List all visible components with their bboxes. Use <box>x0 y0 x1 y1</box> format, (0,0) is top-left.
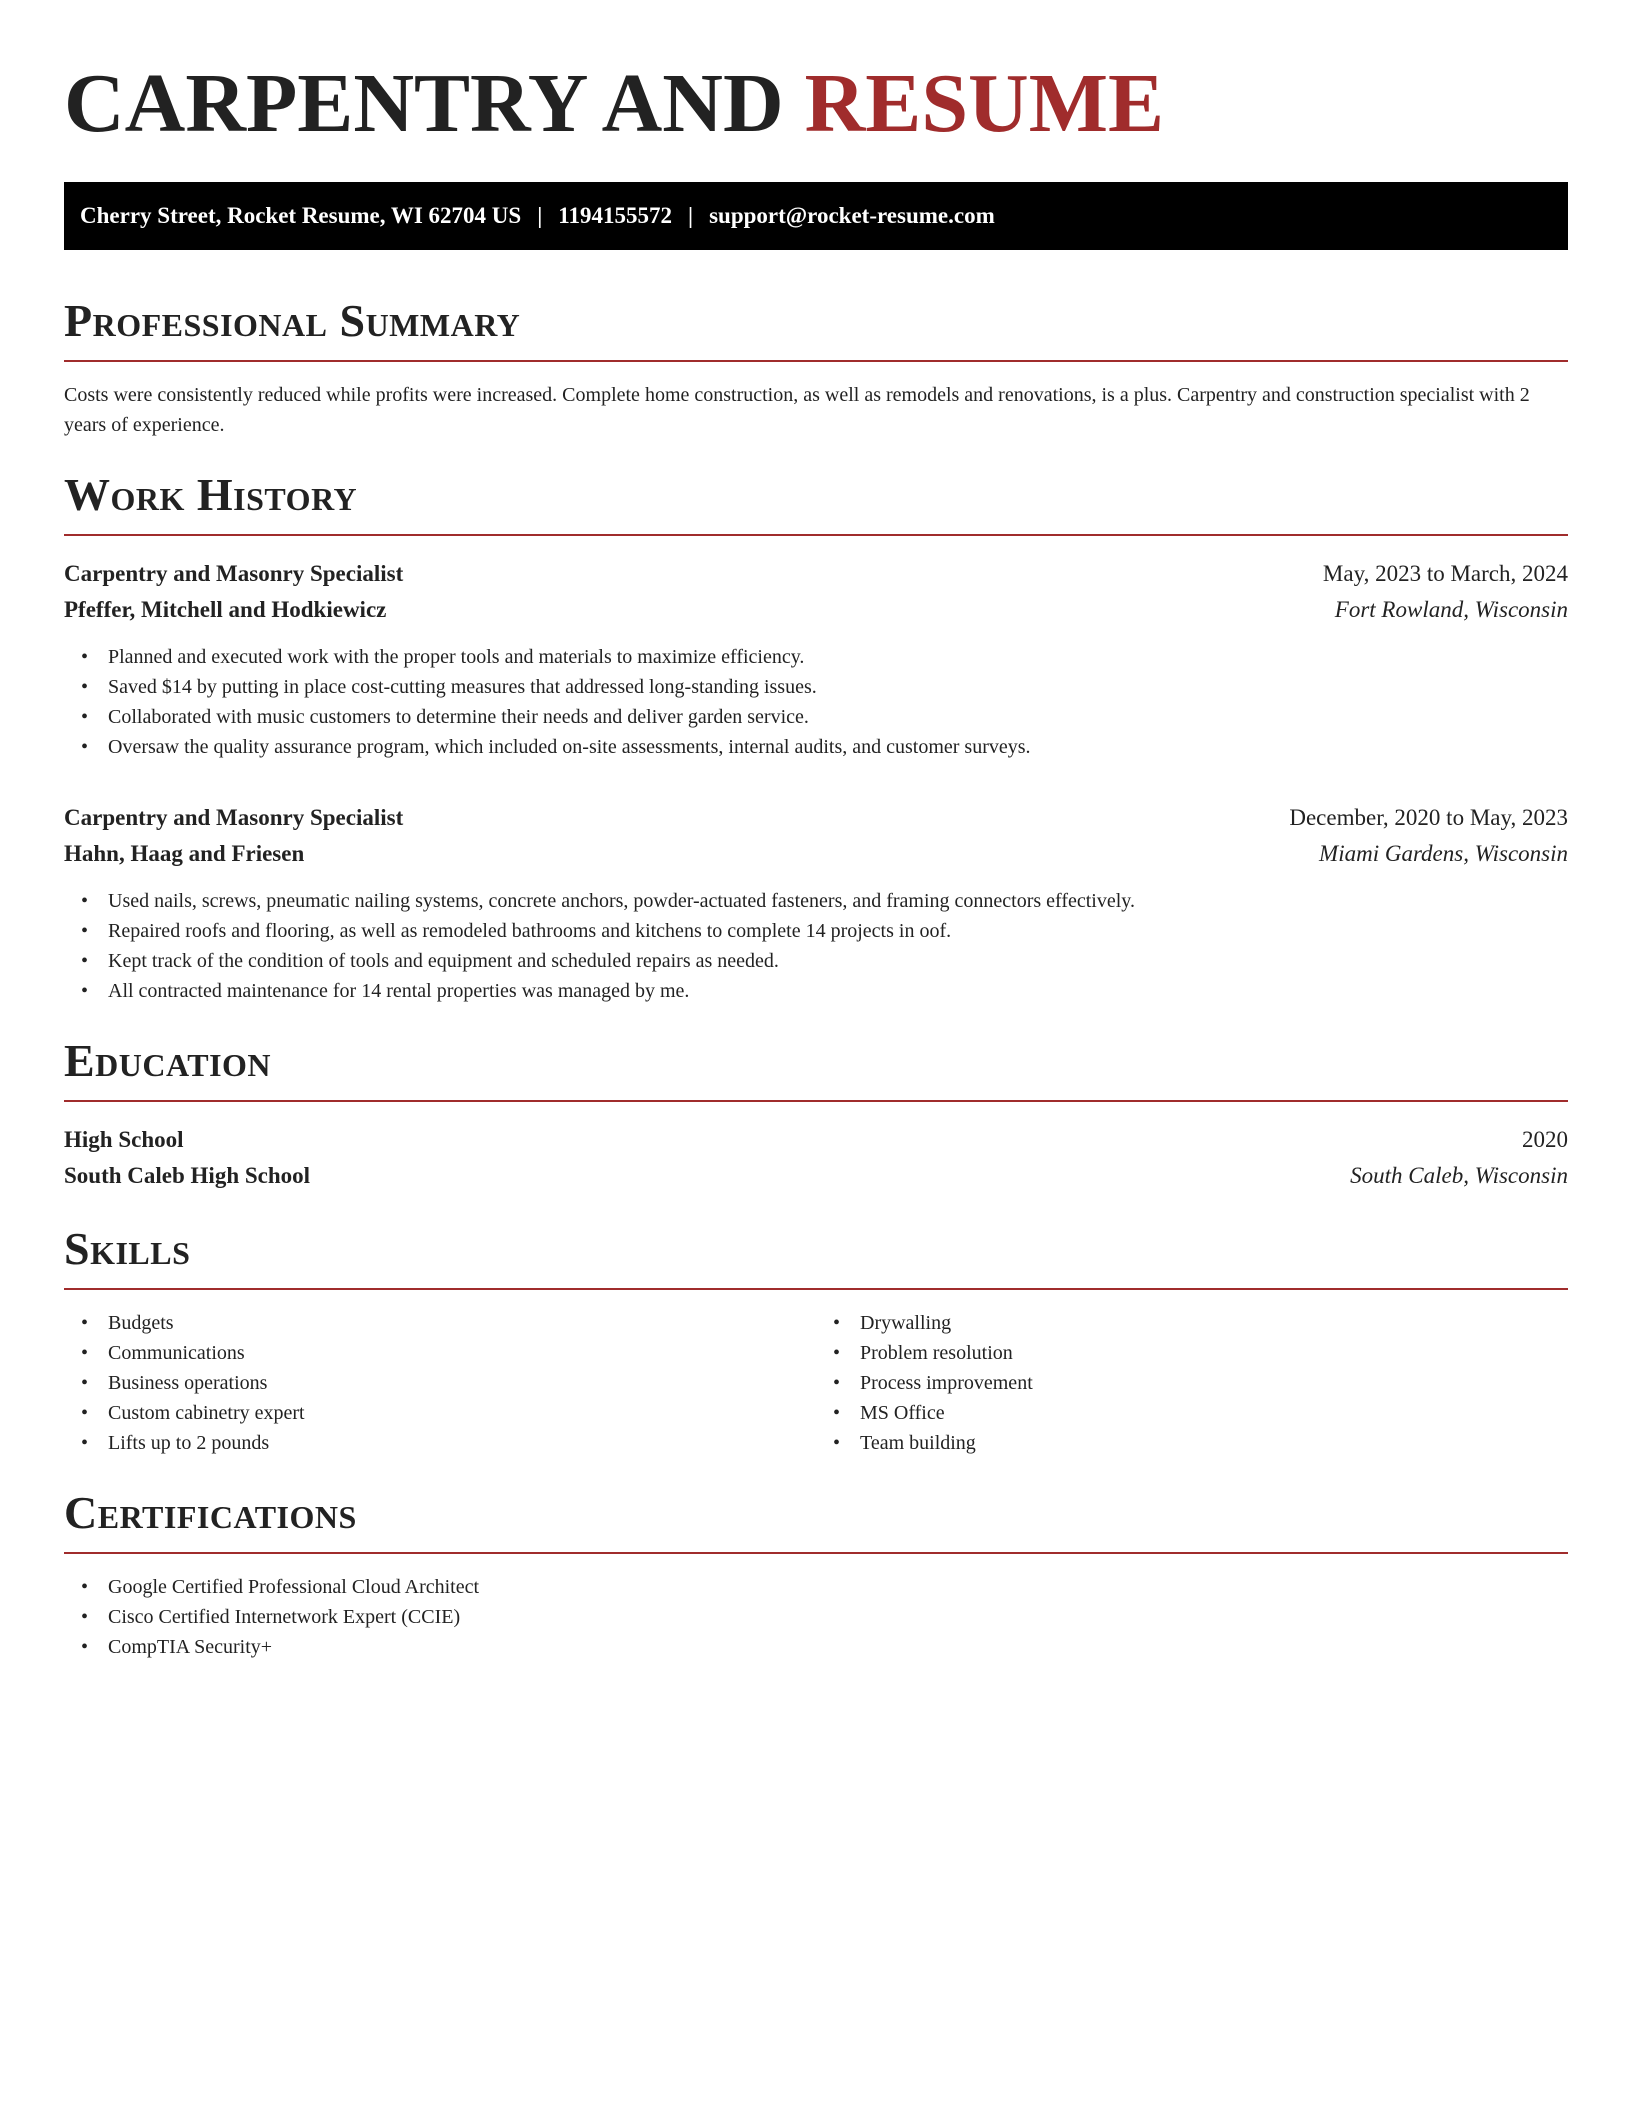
contact-email: support@rocket-resume.com <box>709 203 995 228</box>
contact-bar <box>64 182 1568 250</box>
job-location: Miami Gardens, Wisconsin <box>1319 841 1568 866</box>
summary-heading: Professional Summary <box>64 295 521 346</box>
skills-column-left <box>64 1308 816 1458</box>
resume-title <box>64 56 1568 152</box>
certifications-heading: Certifications <box>64 1487 357 1538</box>
job-bullet: • Repaired roofs and flooring, as well as remodeled bathrooms and kitchens to complete 14 projects in oof. <box>108 916 1568 946</box>
education-section <box>64 1036 1568 1194</box>
education-heading: Education <box>64 1035 272 1086</box>
education-year: 2020 <box>1522 1127 1568 1152</box>
education-header-row <box>64 1122 1568 1158</box>
job-company-row <box>64 836 1568 872</box>
contact-separator: | <box>688 203 694 228</box>
job-position: Carpentry and Masonry Specialist <box>64 805 404 830</box>
skills-section <box>64 1224 1568 1458</box>
job-company-row <box>64 592 1568 628</box>
job-company: Pfeffer, Mitchell and Hodkiewicz <box>64 597 387 622</box>
job-bullet: • Used nails, screws, pneumatic nailing systems, concrete anchors, powder-actuated fasteners, and framing connectors effectively. <box>108 886 1568 916</box>
certifications-list <box>64 1572 1568 1662</box>
skill-item: • Business operations <box>108 1368 816 1398</box>
job-position: Carpentry and Masonry Specialist <box>64 561 404 586</box>
work-history-heading: Work History <box>64 469 358 520</box>
job-header-row <box>64 800 1568 836</box>
section-divider <box>64 1288 1568 1290</box>
skills-column-right <box>816 1308 1568 1458</box>
job-dates: May, 2023 to March, 2024 <box>1322 561 1568 586</box>
education-location: South Caleb, Wisconsin <box>1350 1163 1568 1188</box>
education-school-row <box>64 1158 1568 1194</box>
job-bullet: • Planned and executed work with the proper tools and materials to maximize efficiency. <box>108 642 1568 672</box>
job-location: Fort Rowland, Wisconsin <box>1334 597 1568 622</box>
certification-item: • Cisco Certified Internetwork Expert (CCIE) <box>108 1602 1568 1632</box>
job-entry <box>64 556 1568 762</box>
education-school: South Caleb High School <box>64 1163 311 1188</box>
title-accent: RESUME <box>804 57 1165 150</box>
job-bullets <box>64 886 1568 1006</box>
skill-item: • Custom cabinetry expert <box>108 1398 816 1428</box>
contact-address: Cherry Street, Rocket Resume, WI 62704 US <box>80 203 522 228</box>
skill-item: • Problem resolution <box>860 1338 1568 1368</box>
section-divider <box>64 1100 1568 1102</box>
certification-item: • CompTIA Security+ <box>108 1632 1568 1662</box>
job-company: Hahn, Haag and Friesen <box>64 841 305 866</box>
education-degree: High School <box>64 1127 184 1152</box>
skills-heading: Skills <box>64 1223 191 1274</box>
skill-item: • Process improvement <box>860 1368 1568 1398</box>
contact-phone: 1194155572 <box>558 203 673 228</box>
skill-item: • MS Office <box>860 1398 1568 1428</box>
certifications-section <box>64 1488 1568 1662</box>
job-bullets <box>64 642 1568 762</box>
skill-item: • Budgets <box>108 1308 816 1338</box>
section-divider <box>64 534 1568 536</box>
certification-item: • Google Certified Professional Cloud Architect <box>108 1572 1568 1602</box>
section-divider <box>64 1552 1568 1554</box>
skill-item: • Team building <box>860 1428 1568 1458</box>
summary-section <box>64 296 1568 440</box>
title-main: CARPENTRY AND <box>64 57 784 150</box>
job-bullet: • Collaborated with music customers to determine their needs and deliver garden service. <box>108 702 1568 732</box>
contact-separator: | <box>537 203 543 228</box>
skill-item: • Communications <box>108 1338 816 1368</box>
skills-grid <box>64 1308 1568 1458</box>
job-bullet: • All contracted maintenance for 14 rental properties was managed by me. <box>108 976 1568 1006</box>
job-dates: December, 2020 to May, 2023 <box>1289 805 1568 830</box>
summary-text: Costs were consistently reduced while profits were increased. Complete home construction, as well as remodels and renovations, is a plus. Carpentry and construction specialist with 2 years of experience. <box>64 384 1530 436</box>
job-bullet: • Saved $14 by putting in place cost-cutting measures that addressed long-standing issues. <box>108 672 1568 702</box>
job-header-row <box>64 556 1568 592</box>
job-bullet: • Kept track of the condition of tools and equipment and scheduled repairs as needed. <box>108 946 1568 976</box>
skill-item: • Lifts up to 2 pounds <box>108 1428 816 1458</box>
job-entry <box>64 800 1568 1006</box>
job-bullet: • Oversaw the quality assurance program, which included on-site assessments, internal audits, and customer surveys. <box>108 732 1568 762</box>
section-divider <box>64 360 1568 362</box>
work-history-section <box>64 470 1568 1006</box>
education-entry <box>64 1122 1568 1194</box>
skill-item: • Drywalling <box>860 1308 1568 1338</box>
